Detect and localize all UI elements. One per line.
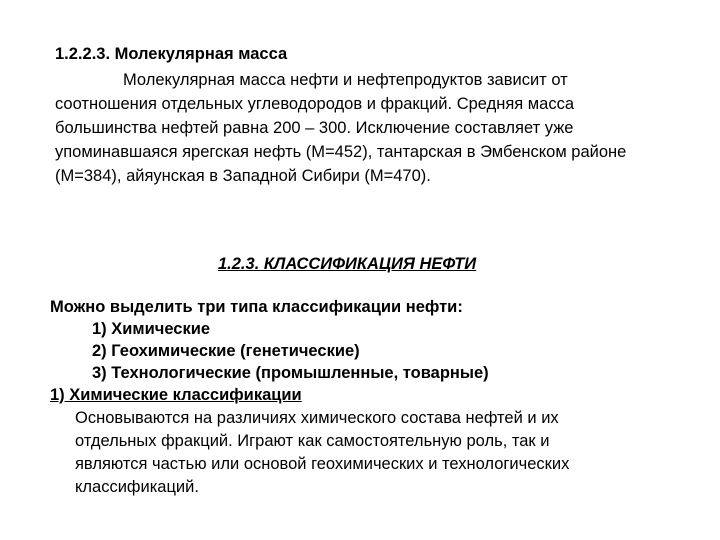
paragraph-line: (М=384), айяунская в Западной Сибири (М=470). (55, 167, 431, 185)
section-heading-oil-classification: 1.2.3. КЛАССИФИКАЦИЯ НЕФТИ (218, 255, 477, 273)
subheading-chemical-classifications: 1) Химические классификации (50, 386, 302, 404)
classification-intro: Можно выделить три типа классификации нефти: (50, 298, 463, 316)
paragraph-line: большинства нефтей равна 200 – 300. Исключение составляет уже (55, 119, 574, 137)
paragraph-line: упоминавшаяся ярегская нефть (М=452), тантарская в Эмбенском районе (55, 143, 627, 161)
classification-type-item: 1) Химические (92, 320, 211, 338)
description-line: отдельных фракций. Играют как самостоятельную роль, так и (75, 432, 550, 450)
paragraph-line: соотношения отдельных углеводородов и фракций. Средняя масса (55, 95, 574, 113)
section-heading-molecular-mass: 1.2.2.3. Молекулярная масса (55, 45, 288, 63)
description-line: являются частью или основой геохимических и технологических (75, 455, 570, 473)
description-line: классификаций. (75, 478, 199, 496)
paragraph-line: Молекулярная масса нефти и нефтепродуктов зависит от (123, 71, 568, 89)
classification-type-item: 2) Геохимические (генетические) (92, 342, 360, 360)
description-line: Основываются на различиях химического состава нефтей и их (75, 409, 559, 427)
classification-type-item: 3) Технологические (промышленные, товарные) (92, 364, 489, 382)
